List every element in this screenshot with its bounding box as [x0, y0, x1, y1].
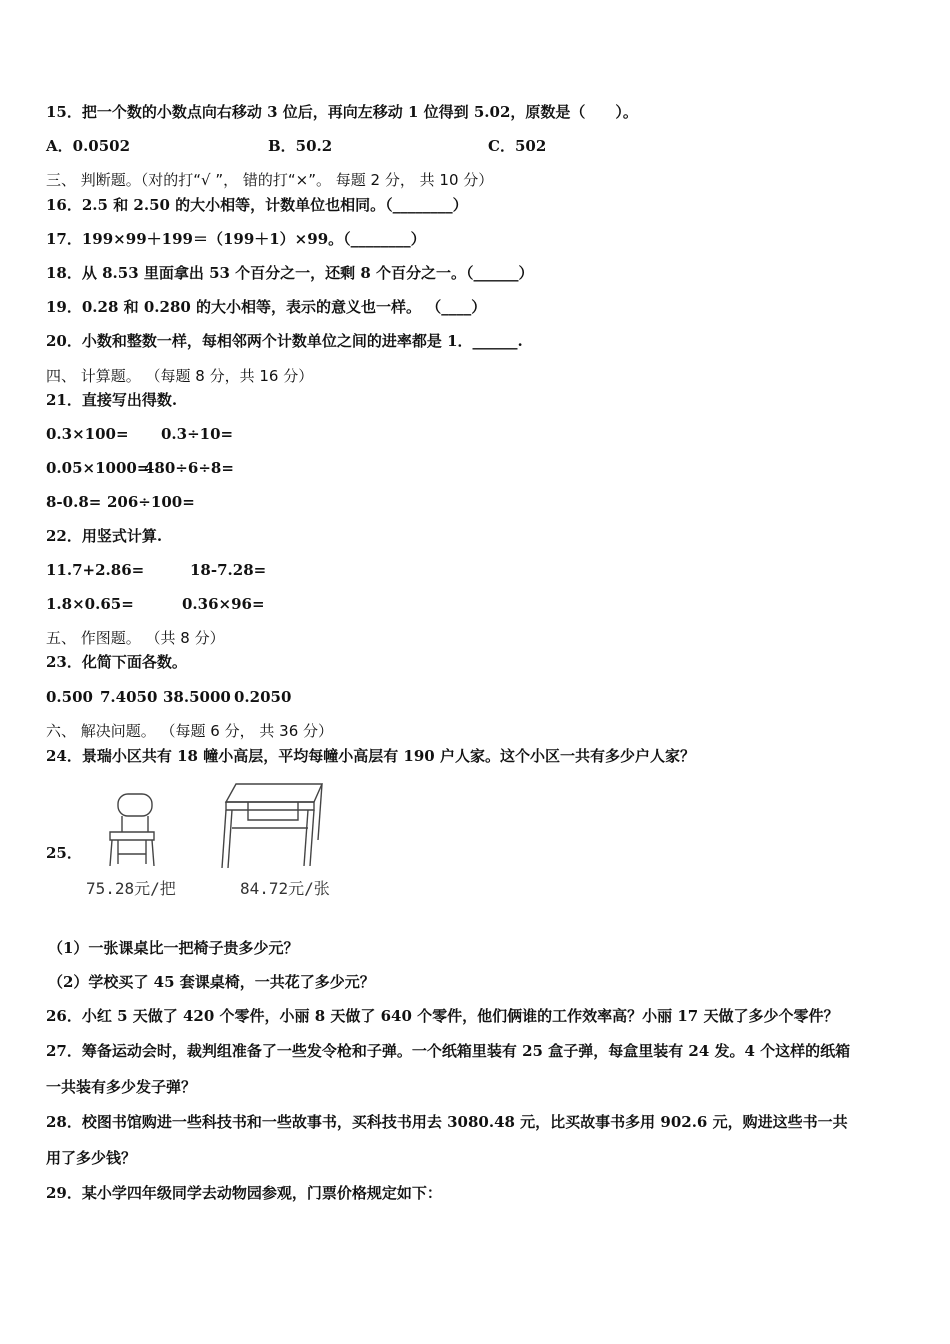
question-20: 20．小数和整数一样，每相邻两个计数单位之间的进率都是 1．______. [46, 332, 523, 350]
question-25-sub-1: （1）一张课桌比一把椅子贵多少元？ [48, 939, 299, 957]
desk-icon [218, 780, 328, 872]
question-19: 19．0.28 和 0.280 的大小相等，表示的意义也一样。 （____） [46, 298, 487, 316]
question-25-number: 25． [46, 844, 82, 862]
q15-option-c: C．502 [488, 137, 547, 155]
q15-option-b: B．50.2 [268, 137, 333, 155]
q21-item: 0.3÷10= [161, 425, 234, 443]
section-6-title: 六、 解决问题。 （每题 6 分， 共 36 分） [46, 722, 334, 740]
question-28-line-2: 用了多少钱？ [46, 1149, 137, 1167]
section-5-title: 五、 作图题。 （共 8 分） [46, 629, 225, 647]
q21-item: 8-0.8= [46, 493, 102, 511]
question-15: 15．把一个数的小数点向右移动 3 位后，再向左移动 1 位得到 5.02，原数是（ ）。 [46, 103, 638, 121]
q22-item: 11.7+2.86= [46, 561, 145, 579]
question-23: 23．化简下面各数。 [46, 653, 187, 671]
chair-icon [100, 790, 164, 870]
desk-price: 84.72元/张 [240, 879, 330, 898]
q21-item: 0.05×1000= [46, 459, 150, 477]
section-3-title: 三、 判断题。（对的打“√ ”， 错的打“×”。 每题 2 分， 共 10 分） [46, 171, 494, 189]
question-28-line-1: 28．校图书馆购进一些科技书和一些故事书，买科技书用去 3080.48 元，比买故事书多用 902.6 元，购进这些书一共 [46, 1113, 848, 1131]
q23-number: 0.2050 [234, 688, 292, 706]
question-16: 16．2.5 和 2.50 的大小相等，计数单位也相同。（________） [46, 196, 468, 214]
question-24: 24．景瑞小区共有 18 幢小高层，平均每幢小高层有 190 户人家。这个小区一共有多少户人家？ [46, 747, 695, 765]
q23-number: 38.5000 [163, 688, 231, 706]
question-18: 18．从 8.53 里面拿出 53 个百分之一，还剩 8 个百分之一。（______） [46, 264, 534, 282]
question-29: 29．某小学四年级同学去动物园参观，门票价格规定如下： [46, 1184, 442, 1202]
section-4-title: 四、 计算题。 （每题 8 分，共 16 分） [46, 367, 314, 385]
q23-number: 7.4050 [100, 688, 158, 706]
q22-item: 0.36×96= [182, 595, 265, 613]
q22-item: 1.8×0.65= [46, 595, 134, 613]
q22-item: 18-7.28= [190, 561, 267, 579]
question-27-line-1: 27．筹备运动会时，裁判组准备了一些发令枪和子弹。一个纸箱里装有 25 盒子弹，每盒里装有 24 发。4 个这样的纸箱 [46, 1042, 851, 1060]
question-26: 26．小红 5 天做了 420 个零件，小丽 8 天做了 640 个零件，他们俩谁的工作效率高？小丽 17 天做了多少个零件？ [46, 1007, 839, 1025]
question-27-line-2: 一共装有多少发子弹？ [46, 1078, 197, 1096]
q15-option-a: A．0.0502 [46, 137, 131, 155]
q23-number: 0.500 [46, 688, 93, 706]
chair-price: 75.28元/把 [86, 879, 176, 898]
q21-item: 480÷6÷8= [144, 459, 234, 477]
question-17: 17．199×99＋199＝（199＋1）×99。（________） [46, 230, 426, 248]
q21-item: 206÷100= [107, 493, 195, 511]
q21-item: 0.3×100= [46, 425, 129, 443]
question-25-sub-2: （2）学校买了 45 套课桌椅，一共花了多少元？ [48, 973, 375, 991]
question-21: 21．直接写出得数. [46, 391, 178, 409]
question-22: 22．用竖式计算. [46, 527, 163, 545]
